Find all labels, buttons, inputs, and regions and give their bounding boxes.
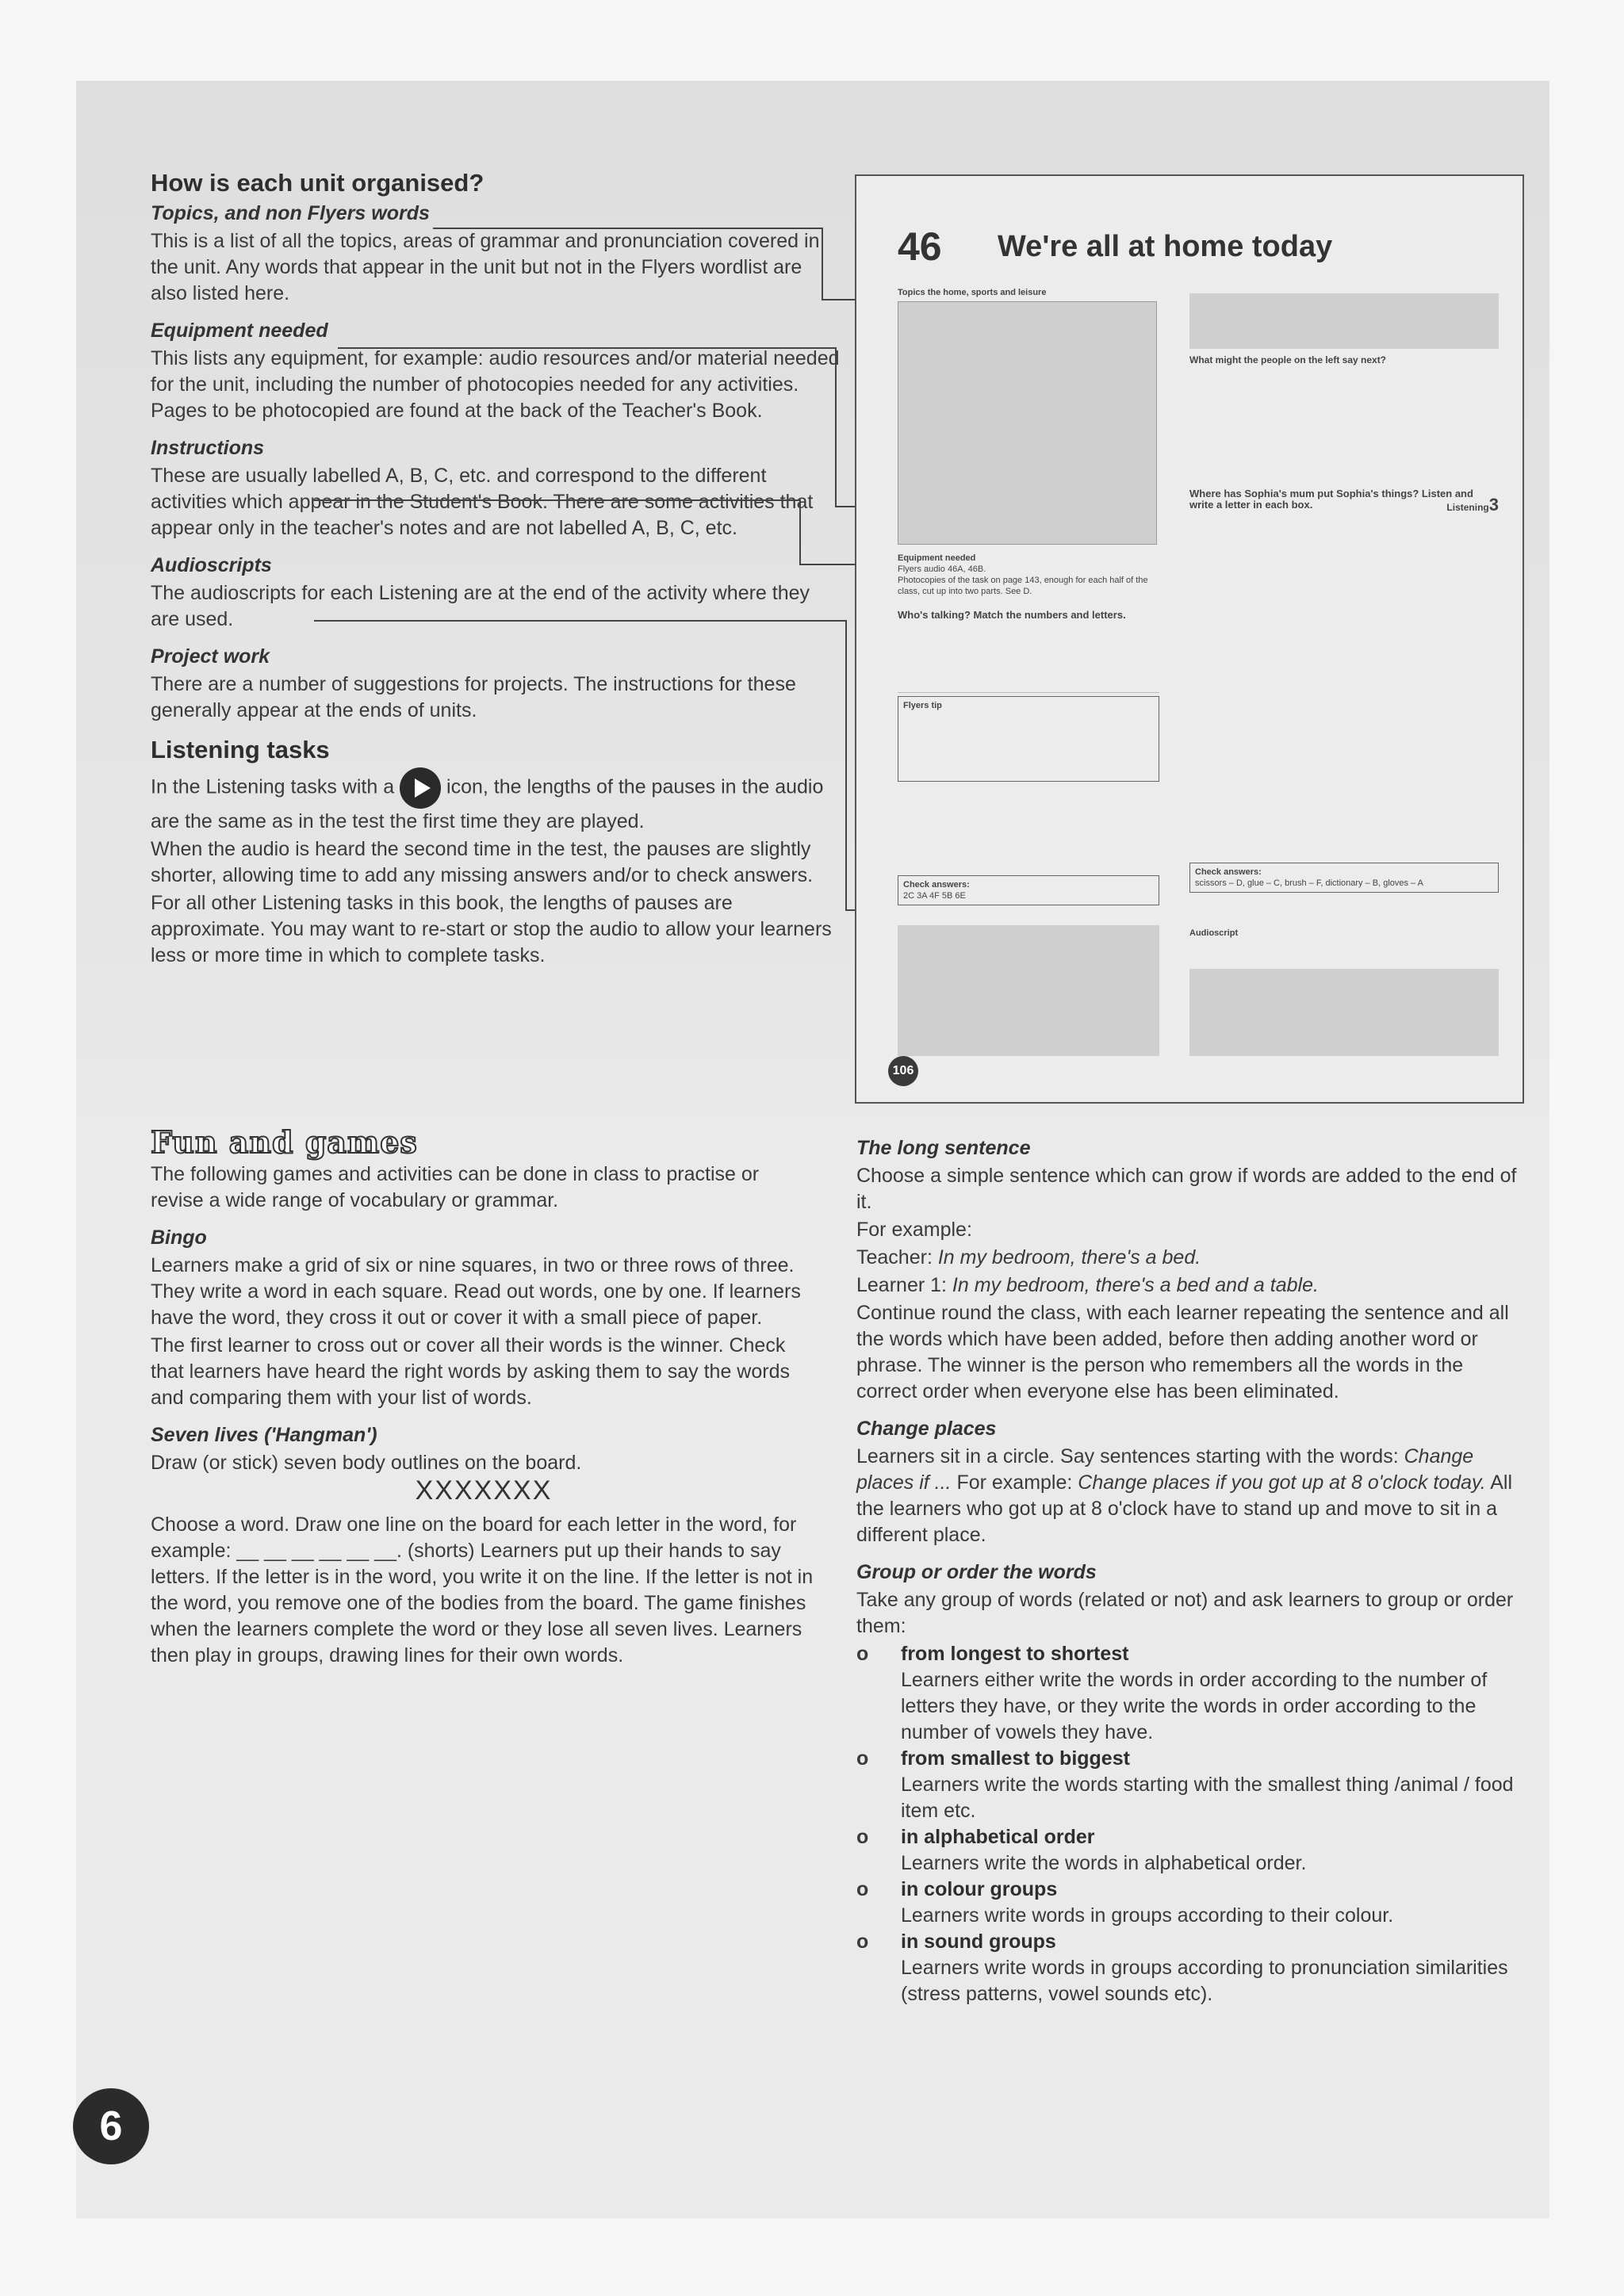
change-places-heading: Change places <box>856 1418 997 1440</box>
body-outlines-figures: XXXXXXX <box>415 1475 553 1506</box>
inset-tip-box <box>898 696 1159 782</box>
fun-intro: The following games and activities can be done in class to practise or revise a wide range of vocabulary or grammar. <box>151 1163 760 1211</box>
listening-heading: Listening tasks <box>151 736 330 763</box>
listening-text-1: In the Listening tasks with a icon, the lengths of the pauses in the audio are the same as in the test the first time they are played. <box>151 767 841 835</box>
inset-question-heading: What might the people on the left say next? <box>1189 354 1387 365</box>
inset-equipment-item: Flyers audio 46A, 46B. <box>898 564 986 574</box>
bingo-text-2: The first learner to cross out or cover all their words is the winner. Check that learners have heard the right words by asking them to say the words and comparing them with your list of words. <box>151 1334 790 1409</box>
inset-body-text <box>898 621 1159 693</box>
inset-check-heading: Check answers: <box>1195 867 1262 877</box>
instructions-heading: Instructions <box>151 437 265 459</box>
instructions-text: These are usually labelled A, B, C, etc. and correspond to the different activities which appear in the Student's Book. There are some activities that appear only in the teacher's notes and are not labelled A, B, C, etc. <box>151 465 814 539</box>
bullet-icon: o <box>856 1878 869 1900</box>
bullet-icon: o <box>856 1931 869 1953</box>
long-sentence-text-2: For example: <box>856 1219 972 1241</box>
list-item: o from smallest to biggest Learners write the words starting with the smallest thing /animal / food item etc. <box>856 1747 1514 1822</box>
inset-check-box-a <box>898 875 1159 905</box>
audioscripts-heading: Audioscripts <box>151 554 272 576</box>
listening-text-2: When the audio is heard the second time in the test, the pauses are slightly shorter, allowing time to add any missing answers and/or to check answers. <box>151 838 814 886</box>
inset-tip-heading: Flyers tip <box>903 701 942 710</box>
inset-body-text <box>898 785 1159 872</box>
connector-line <box>835 347 837 506</box>
inset-topics: Topics the home, sports and leisure <box>898 288 1047 297</box>
connector-line <box>799 499 801 564</box>
project-text: There are a number of suggestions for projects. The instructions for these generally appear at the ends of units. <box>151 673 796 721</box>
listening-label: Listening3 <box>1446 495 1499 515</box>
inset-audioscript-heading: Audioscript <box>1189 928 1239 938</box>
seven-lives-text-2: Choose a word. Draw one line on the board for each letter in the word, for example: __ __ __ __ __ __. (shorts) Learners put up their hands to say letters. If the letter is in the word, you write it on the line. If the letter is not in the word, you remove one of the bodies from the board. The game finishes when the learners complete the word or they lose all seven lives. Learners then play in groups, drawing lines for their own words. <box>151 1513 814 1667</box>
inset-check-answers: 2C 3A 4F 5B 6E <box>903 891 966 901</box>
inset-equipment <box>898 553 1159 951</box>
teacher-example: Teacher: In my bedroom, there's a bed. <box>856 1246 1201 1269</box>
sample-unit-page <box>855 174 1524 1104</box>
topics-heading: Topics, and non Flyers words <box>151 202 430 224</box>
inset-dialogue-box <box>1189 293 1499 349</box>
list-item: o from longest to shortest Learners either write the words in order according to the number of letters they have, or they write the words in order according to the number of vowels they have. <box>856 1643 1488 1743</box>
audioscripts-text: The audioscripts for each Listening are at the end of the activity where they are used. <box>151 582 810 630</box>
inset-check-heading: Check answers: <box>903 880 970 890</box>
unit-title: We're all at home today <box>998 230 1333 263</box>
inset-activity-b: Where has Sophia's mum put Sophia's things? Listen and write a letter in each box. Listening3 <box>1189 488 1499 515</box>
inset-activity-a: Who's talking? Match the numbers and letters. <box>898 609 1126 621</box>
seven-lives-heading: Seven lives ('Hangman') <box>151 1424 377 1446</box>
equipment-heading: Equipment needed <box>151 320 328 342</box>
inset-body-text <box>1189 896 1499 928</box>
unit-organisation-column <box>151 170 841 970</box>
connector-line <box>314 620 845 622</box>
inset-equipment-heading: Equipment needed <box>898 553 976 563</box>
bullet-icon: o <box>856 1826 869 1848</box>
inset-audioscript-box <box>1189 969 1499 1056</box>
seven-lives-text-1: Draw (or stick) seven body outlines on the board. <box>151 1452 582 1474</box>
section-title: How is each unit organised? <box>151 169 485 197</box>
long-sentence-text-3: Continue round the class, with each learner repeating the sentence and all the words which have been added, before then adding another word or phrase. The winner is the person who remembers all the words in the correct order when everyone else has been eliminated. <box>856 1302 1509 1402</box>
games-right-column <box>856 1135 1522 2007</box>
bullet-icon: o <box>856 1747 869 1770</box>
list-item: o in colour groups Learners write words in groups according to their colour. <box>856 1878 1394 1927</box>
connector-line <box>845 620 847 909</box>
inset-audioscript-box <box>898 925 1159 1056</box>
list-item: o in sound groups Learners write words in groups according to pronunciation similarities (stress patterns, vowel sounds etc). <box>856 1931 1508 2005</box>
long-sentence-heading: The long sentence <box>856 1137 1031 1159</box>
list-item: o in alphabetical order Learners write the words in alphabetical order. <box>856 1826 1307 1874</box>
inset-check-answers: scissors – D, glue – C, brush – F, dictionary – B, gloves – A <box>1195 878 1423 888</box>
change-places-text: Learners sit in a circle. Say sentences starting with the words: Change places if ... For example: Change places if you got up at 8 o'clock today. All the learners who got up at 8 o'clock have to stand up and move to sit in a different place. <box>856 1445 1513 1546</box>
fun-and-games-column <box>151 1124 817 1670</box>
connector-line <box>338 347 835 349</box>
project-heading: Project work <box>151 645 270 668</box>
bullet-icon: o <box>856 1643 869 1665</box>
inset-equipment-item: Photocopies of the task on page 143, enough for each half of the class, cut up into two parts. See D. <box>898 576 1148 596</box>
inset-page-number: 106 <box>888 1056 918 1086</box>
connector-line <box>433 228 822 229</box>
student-book-thumbnail <box>898 301 1157 545</box>
page <box>76 81 1549 2218</box>
listening-text-3: For all other Listening tasks in this book, the lengths of pauses are approximate. You may want to re-start or stop the audio to allow your learners less or more time in which to complete tasks. <box>151 892 832 966</box>
learner-example: Learner 1: In my bedroom, there's a bed and a table. <box>856 1274 1319 1296</box>
inset-right-column <box>1189 354 1499 939</box>
equipment-text: This lists any equipment, for example: audio resources and/or material needed for the unit, including the number of photocopies needed for any activities. Pages to be photocopied are found at the back of the Teacher's Book. <box>151 347 840 422</box>
inset-body-text <box>1189 365 1499 488</box>
connector-line <box>314 499 799 501</box>
unit-number: 46 <box>898 224 942 269</box>
group-order-text: Take any group of words (related or not) and ask learners to group or order them: <box>856 1589 1514 1637</box>
play-icon <box>400 767 441 809</box>
bingo-text-1: Learners make a grid of six or nine squares, in two or three rows of three. They write a word in each square. Read out words, one by one. If learners have the word, they cross it out or cover it with a small piece of paper. <box>151 1254 801 1329</box>
connector-line <box>822 228 823 299</box>
long-sentence-text-1: Choose a simple sentence which can grow if words are added to the end of it. <box>856 1165 1517 1213</box>
topics-text: This is a list of all the topics, areas of grammar and pronunciation covered in the unit. Any words that appear in the unit but not in the Flyers wordlist are also listed here. <box>151 230 820 304</box>
inset-body-text <box>1189 511 1499 859</box>
page-number-badge: 6 <box>73 2088 149 2164</box>
group-order-heading: Group or order the words <box>856 1561 1097 1583</box>
fun-and-games-title: Fun and games <box>151 1124 418 1160</box>
inset-check-box-b <box>1189 863 1499 893</box>
bingo-heading: Bingo <box>151 1226 207 1249</box>
